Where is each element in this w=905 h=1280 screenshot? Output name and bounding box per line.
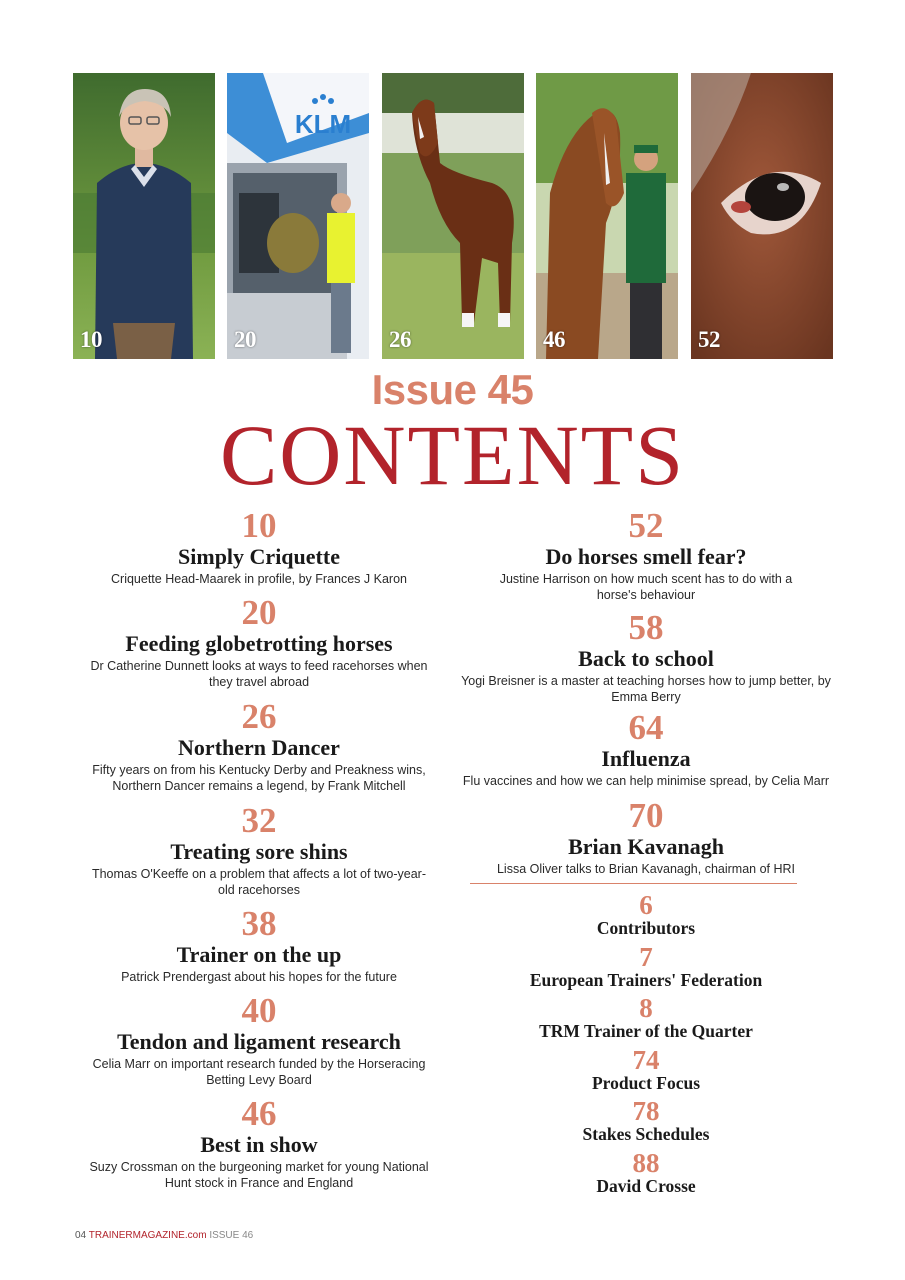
photo-horse-eye[interactable] xyxy=(691,73,833,359)
regular-entry[interactable] xyxy=(460,892,832,938)
article-entry[interactable] xyxy=(460,610,832,705)
horse-transport-image xyxy=(227,73,369,359)
photo-horse-with-handler[interactable] xyxy=(536,73,678,359)
article-title: Simply Criquette xyxy=(178,544,340,569)
horse-eye-image xyxy=(691,73,833,359)
regular-entry[interactable] xyxy=(460,995,832,1041)
article-description: Suzy Crossman on the burgeoning market for young National Hunt stock in France and England xyxy=(89,1160,429,1190)
article-title: Treating sore shins xyxy=(170,839,348,864)
footer-brand-name: TRAINERMAGAZINE xyxy=(88,1230,185,1241)
article-page-number: 40 xyxy=(241,991,277,1030)
article-page-number: 38 xyxy=(241,904,277,943)
article-page-number: 52 xyxy=(628,506,664,545)
regular-entry[interactable] xyxy=(460,944,832,990)
photo-page-number: 20 xyxy=(234,327,256,352)
article-description: Fifty years on from his Kentucky Derby and Preakness wins, Northern Dancer remains a legend, by Frank Mitchell xyxy=(92,763,426,793)
bay-horse-image xyxy=(382,73,524,359)
article-entry[interactable] xyxy=(460,798,832,877)
photo-strip xyxy=(73,73,833,359)
article-entry[interactable] xyxy=(84,699,434,794)
article-entry[interactable] xyxy=(84,1096,434,1191)
article-description: Thomas O'Keeffe on a problem that affects a lot of two-year-old racehorses xyxy=(91,867,427,897)
article-page-number: 10 xyxy=(241,506,277,545)
article-page-number: 32 xyxy=(241,801,277,840)
article-description: Celia Marr on important research funded by the Horseracing Betting Levy Board xyxy=(92,1057,426,1087)
article-title: Feeding globetrotting horses xyxy=(125,631,393,656)
article-title: Tendon and ligament research xyxy=(117,1029,401,1054)
footer-brand[interactable] xyxy=(89,1230,207,1241)
page-footer xyxy=(75,1230,253,1241)
article-description: Flu vaccines and how we can help minimise spread, by Celia Marr xyxy=(462,774,830,788)
regular-entry[interactable] xyxy=(460,1098,832,1144)
article-page-number: 26 xyxy=(241,697,277,736)
article-description: Lissa Oliver talks to Brian Kavanagh, chairman of HRI xyxy=(496,862,796,876)
article-description: Patrick Prendergast about his hopes for the future xyxy=(121,970,397,984)
article-title: Trainer on the up xyxy=(176,942,342,967)
article-title: Influenza xyxy=(601,746,691,771)
footer-brand-domain: .com xyxy=(184,1230,207,1241)
page-title: CONTENTS xyxy=(219,407,686,503)
regular-title: Product Focus xyxy=(591,1073,701,1093)
article-page-number: 70 xyxy=(628,796,664,835)
photo-page-number: 52 xyxy=(698,327,720,352)
issue-number: Issue 45 xyxy=(371,366,534,413)
woman-portrait-image xyxy=(73,73,215,359)
regular-title: TRM Trainer of the Quarter xyxy=(539,1021,753,1041)
article-entry[interactable] xyxy=(84,508,434,587)
article-page-number: 20 xyxy=(241,593,277,632)
photo-page-number: 26 xyxy=(389,327,411,352)
article-description: Criquette Head-Maarek in profile, by Frances J Karon xyxy=(111,572,407,586)
footer-page-number: 04 xyxy=(75,1230,87,1241)
photo-page-number: 10 xyxy=(80,327,102,352)
article-page-number: 58 xyxy=(628,608,664,647)
article-title: Brian Kavanagh xyxy=(568,834,724,859)
article-entry[interactable] xyxy=(84,595,434,690)
article-entry[interactable] xyxy=(84,803,434,898)
regular-entry[interactable] xyxy=(460,1047,832,1093)
photo-horse-transport[interactable] xyxy=(227,73,369,359)
klm-logo: KLM xyxy=(294,109,352,139)
article-entry[interactable] xyxy=(460,710,832,789)
article-entry[interactable] xyxy=(84,906,434,985)
article-title: Do horses smell fear? xyxy=(545,544,747,569)
article-description: Justine Harrison on how much scent has to do with a horse's behaviour xyxy=(499,572,793,602)
regular-title: European Trainers' Federation xyxy=(529,970,763,990)
regular-page-number: 7 xyxy=(639,942,653,972)
article-page-number: 64 xyxy=(628,708,664,747)
section-divider xyxy=(470,883,797,884)
regular-page-number: 88 xyxy=(632,1148,660,1178)
regular-page-number: 78 xyxy=(632,1096,660,1126)
article-entry[interactable] xyxy=(460,508,832,603)
footer-issue: ISSUE 46 xyxy=(209,1230,254,1241)
article-title: Northern Dancer xyxy=(178,735,340,760)
horse-with-handler-image xyxy=(536,73,678,359)
regular-page-number: 6 xyxy=(639,890,653,920)
article-entry[interactable] xyxy=(84,993,434,1088)
regular-page-number: 74 xyxy=(632,1045,660,1075)
regular-page-number: 8 xyxy=(639,993,653,1023)
article-title: Back to school xyxy=(578,646,714,671)
regular-title: David Crosse xyxy=(596,1176,696,1196)
photo-woman-portrait[interactable] xyxy=(73,73,215,359)
article-description: Yogi Breisner is a master at teaching horses how to jump better, by Emma Berry xyxy=(461,674,831,704)
regular-title: Contributors xyxy=(596,918,696,938)
photo-bay-horse[interactable] xyxy=(382,73,524,359)
regular-title: Stakes Schedules xyxy=(582,1124,710,1144)
photo-page-number: 46 xyxy=(543,327,565,352)
article-description: Dr Catherine Dunnett looks at ways to feed racehorses when they travel abroad xyxy=(90,659,428,689)
article-page-number: 46 xyxy=(241,1094,277,1133)
article-title: Best in show xyxy=(200,1132,318,1157)
regular-entry[interactable] xyxy=(460,1150,832,1196)
